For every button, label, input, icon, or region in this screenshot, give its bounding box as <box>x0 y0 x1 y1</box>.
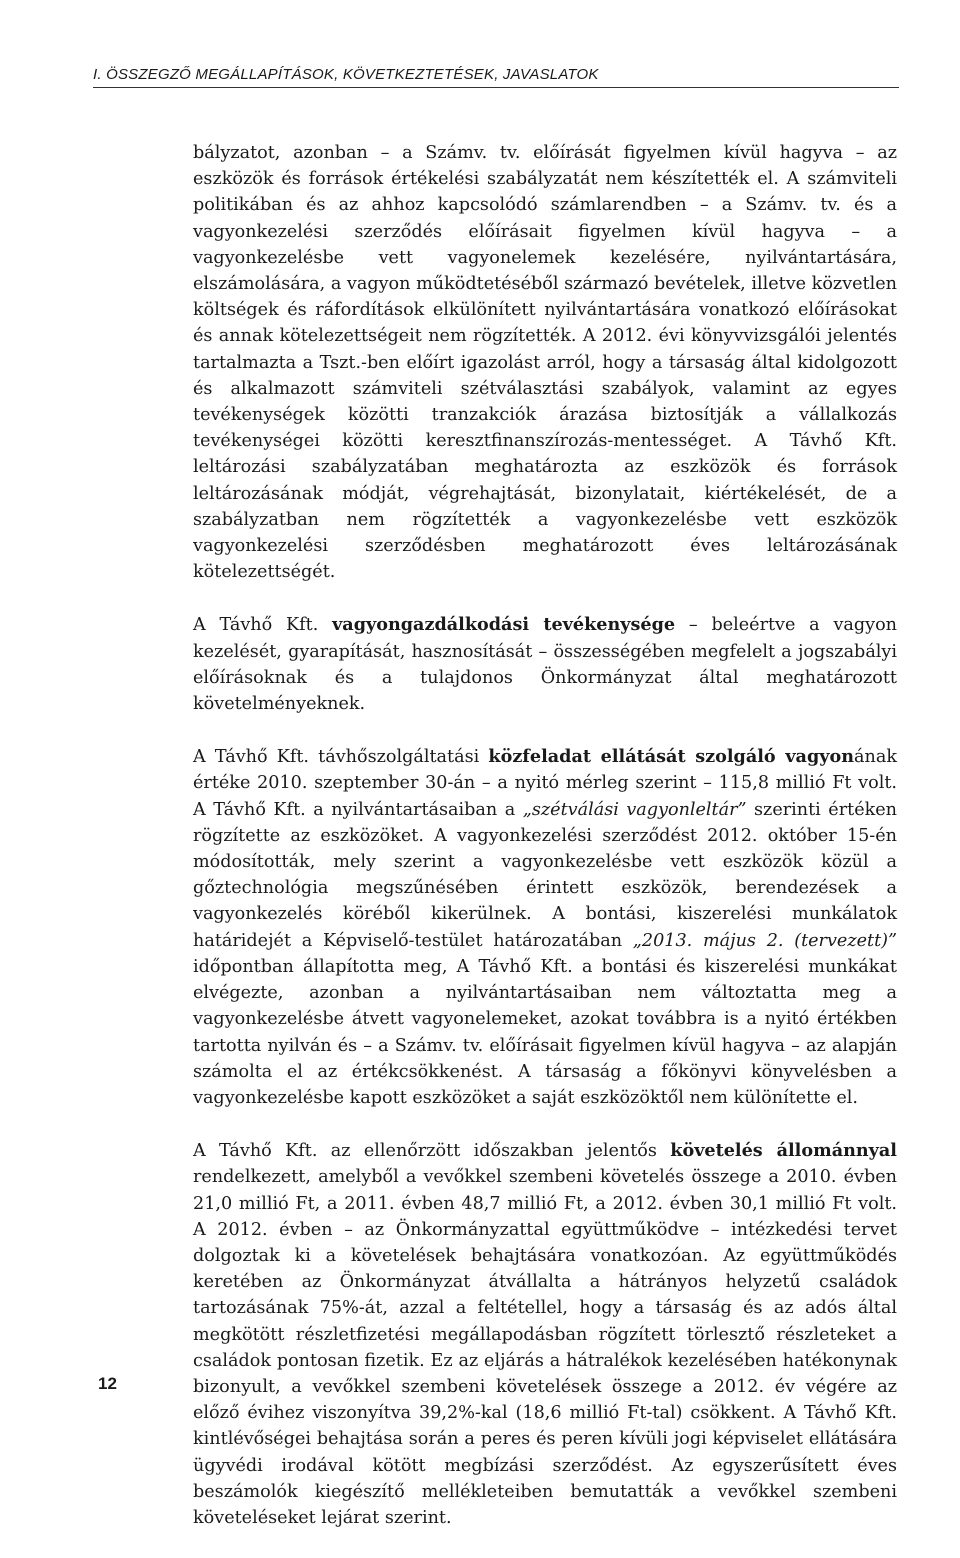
paragraph-3-text: szerinti értéken rögzítette az eszközöket. A vagyonkezelési szerződést 2012. október 15-én módosították, mely szerint a vagyonkezelésbe vett eszközök közül a gőztechnológia megszűnésében érintett eszközök, berendezések a vagyonkezelés köréből kikerülnek. A bontási, kiszerelési munkálatok határidejét a Képviselő-testület határozatában <box>193 799 898 951</box>
paragraph-2-text: – beleértve a vagyon kezelését, gyarapítását, hasznosítását – összességében megfelelt a jogszabályi előírásoknak és a tulajdonos Önkormányzat által meghatározott követelményeknek. <box>193 615 897 715</box>
quote-date-tervezett: „2013. május 2. (tervezett)” <box>632 930 897 951</box>
paragraph-3-text: időpontban állapította meg, A Távhő Kft. a bontási és kiszerelési munkákat elvégezte, azonban a nyilvántartásaiban nem változtatta meg a vagyonkezelésbe átvett vagyonelemeket, azokat továbbra is a nyitó értékben tartotta nyilván és – a Számv. tv. előírásait figyelmen kívül hagyva – az alapján számolta el az értékcsökkenést. A társaság a főkönyvi könyvelésben a vagyonkezelésbe kapott eszközöket a saját eszközöktől nem különítette el. <box>193 956 897 1108</box>
paragraph-2 <box>193 612 897 717</box>
paragraph-3 <box>193 744 897 1111</box>
emphasis-koveteles-allomany: követelés állománnyal <box>670 1140 897 1162</box>
emphasis-vagyongazdalkodasi: vagyongazdálkodási tevékenysége <box>332 614 676 636</box>
body-text <box>193 140 897 1558</box>
emphasis-kozfeladat-vagyon: közfeladat ellátását szolgáló vagyon <box>488 746 855 768</box>
paragraph-4 <box>193 1138 897 1531</box>
paragraph-3-text: ának értéke 2010. szeptember 30-án – a nyitó mérleg szerint – 115,8 millió Ft volt. A Távhő Kft. a nyilvántartásaiban a <box>193 747 897 820</box>
quote-szetvalasi-vagyonleltar: „szétválási vagyonleltár” <box>522 799 747 820</box>
page-number: 12 <box>98 1374 117 1393</box>
paragraph-4-text: rendelkezett, amelyből a vevőkkel szembeni követelés összege a 2010. évben 21,0 millió Ft, a 2011. évben 48,7 millió Ft, a 2012. évben 30,1 millió Ft volt. A 2012. évben – az Önkormányzattal együttműködve – intézkedési tervet dolgoztak ki a követelések behajtására vonatkozóan. Az együttműködés keretében az Önkormányzat átvállalta a hátrányos helyzetű családok tartozásának 75%-át, azzal a feltétellel, hogy a társaság és az adós által megkötött részletfizetési megállapodásban rögzített törlesztő részleteket a családok pontosan fizetik. Ez az eljárás a hátralékok kezelésében hatékonynak bizonyult, a vevőkkel szembeni követelések összege a 2012. év végére az előző évihez viszonyítva 39,2%-kal (18,6 millió Ft-tal) csökkent. A Távhő Kft. kintlévőségei behajtása során a peres és peren kívüli jogi képviselet ellátására ügyvédi irodával kötött megbízási szerződést. Az egyszerűsített éves beszámolók kiegészítő mellékleteiben bemutatták a vevőkkel szembeni követeléseket lejárat szerint. <box>193 1167 897 1528</box>
paragraph-2-text: A Távhő Kft. <box>193 615 333 636</box>
paragraph-3-text: A Távhő Kft. távhőszolgáltatási <box>193 747 489 768</box>
paragraph-1 <box>193 140 897 585</box>
paragraph-4-text: A Távhő Kft. az ellenőrzött időszakban jelentős <box>193 1141 671 1162</box>
paragraph-1-text: bályzatot, azonban – a Számv. tv. előírását figyelmen kívül hagyva – az eszközök és források értékelési szabályzatát nem készítették el. A számviteli politikában és az ahhoz kapcsolódó számlarendben – a Számv. tv. és a vagyonkezelési szerződés előírásait figyelmen kívül hagyva – a vagyonkezelésbe vett vagyonelemek kezelésére, nyilvántartására, elszámolására, a vagyon működtetéséből származó bevételek, illetve közvetlen költségek és ráfordítások elkülönített nyilvántartására vonatkozó előírásokat és annak kötelezettségeit nem rögzítették. A 2012. évi könyvvizsgálói jelentés tartalmazta a Tszt.-ben előírt igazolást arról, hogy a társaság által kidolgozott és alkalmazott számviteli szétválasztási szabályok, valamint az egyes tevékenységek közötti tranzakciók árazása biztosítják a vállalkozás tevékenységei közötti keresztfinanszírozás-mentességet. A Távhő Kft. leltározási szabályzatában meghatározta az eszközök és források leltározásának módját, végrehajtását, bizonylatait, kiértékelését, de a szabályzatban nem rögzítették a vagyonkezelésbe vett eszközök vagyonkezelési szerződésben meghatározott éves leltározásának kötelezettségét. <box>193 143 897 583</box>
running-header: I. ÖSSZEGZŐ MEGÁLLAPÍTÁSOK, KÖVETKEZTETÉSEK, JAVASLATOK <box>93 66 899 88</box>
